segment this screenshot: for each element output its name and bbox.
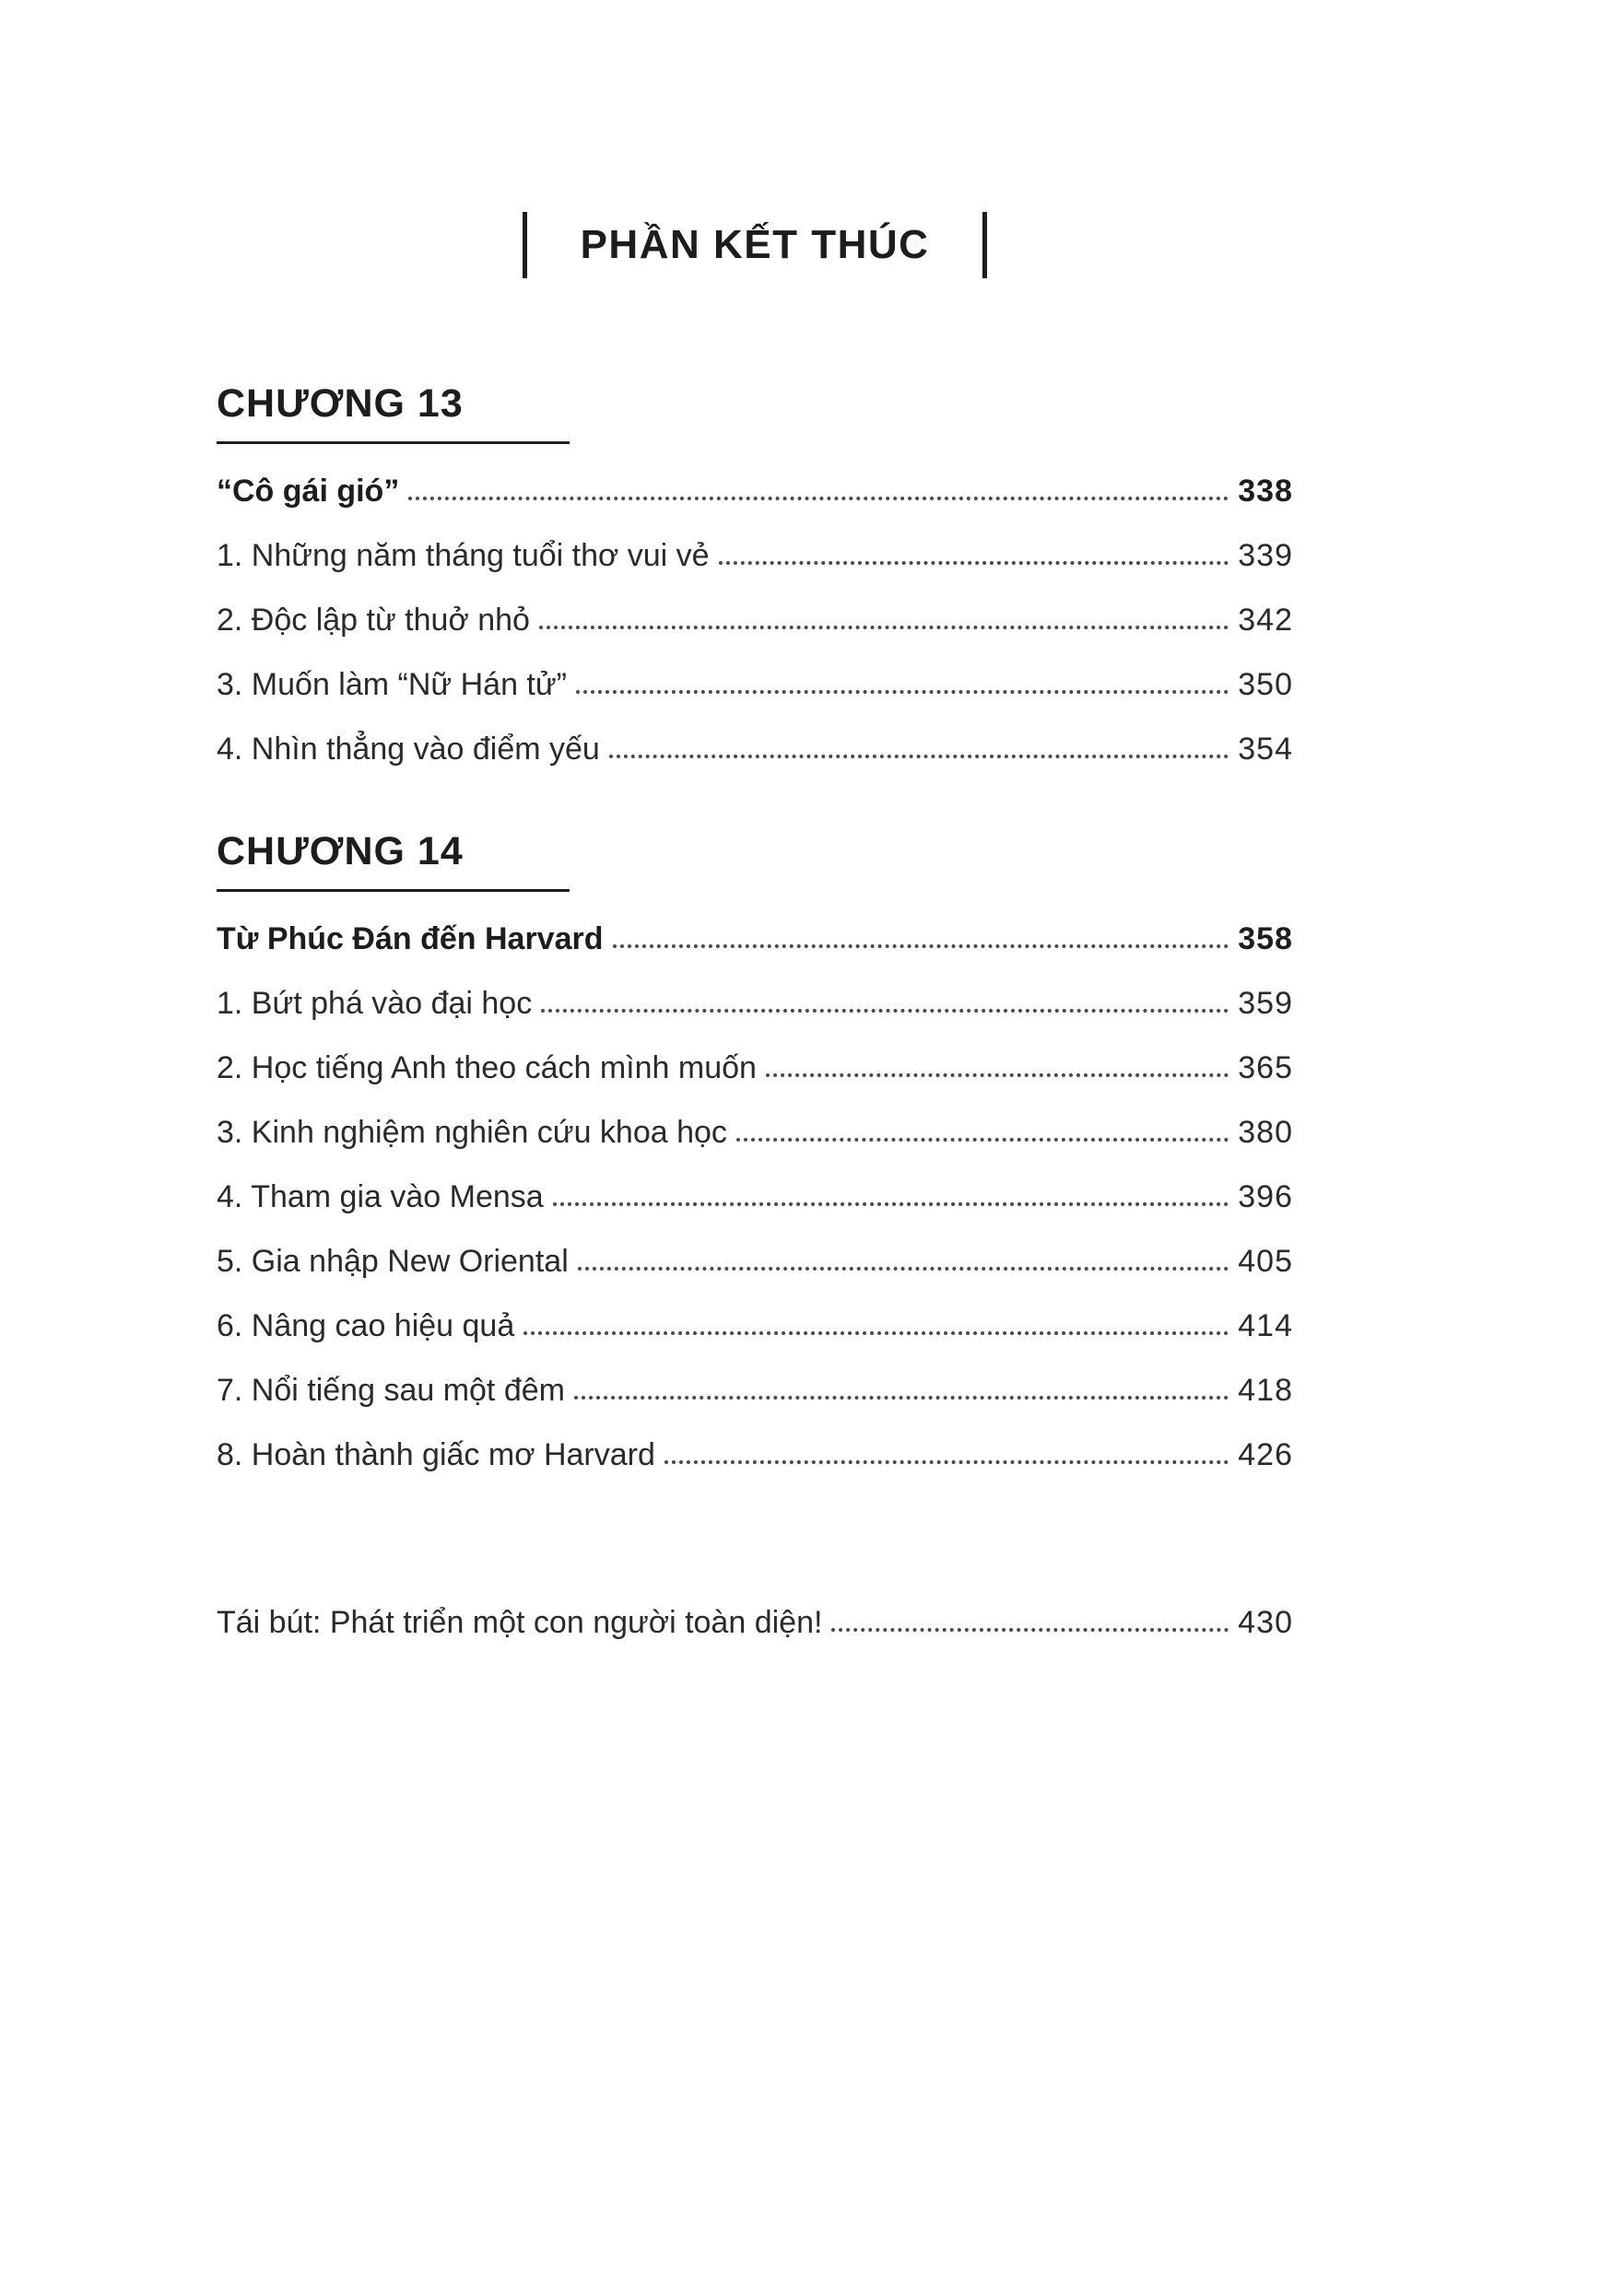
- entry-page: 396: [1238, 1179, 1293, 1214]
- title-divider-left: [523, 212, 527, 278]
- dot-leader: [574, 1396, 1229, 1400]
- entry-page: 338: [1238, 474, 1293, 509]
- entry-label: 8. Hoàn thành giấc mơ Harvard: [217, 1437, 655, 1472]
- dot-leader: [613, 944, 1229, 948]
- entry-page: 414: [1238, 1308, 1293, 1343]
- dot-leader: [576, 690, 1229, 694]
- entry-label: 4. Nhìn thẳng vào điểm yếu: [217, 732, 600, 767]
- dot-leader: [719, 561, 1229, 565]
- entry-label: 3. Muốn làm “Nữ Hán tử”: [217, 667, 567, 702]
- entry-page: 380: [1238, 1115, 1293, 1150]
- entry-page: 430: [1238, 1605, 1293, 1640]
- toc-entry: [217, 717, 1293, 781]
- toc-entry: [217, 1423, 1293, 1487]
- dot-leader: [766, 1073, 1229, 1077]
- chapter-13-section: [217, 381, 1293, 781]
- entry-page: 418: [1238, 1373, 1293, 1408]
- toc-entry: [217, 1229, 1293, 1294]
- dot-leader: [831, 1628, 1229, 1632]
- entry-label: 2. Độc lập từ thuở nhỏ: [217, 603, 530, 638]
- dot-leader: [539, 626, 1229, 629]
- toc-entry: [217, 523, 1293, 588]
- entry-label: Tái bút: Phát triển một con người toàn diện!: [217, 1605, 823, 1640]
- toc-entry-postscript: [217, 1590, 1293, 1655]
- dot-leader: [523, 1331, 1229, 1335]
- entry-page: 339: [1238, 538, 1293, 573]
- dot-leader: [664, 1460, 1229, 1464]
- chapter-13-heading: CHƯƠNG 13: [217, 381, 570, 444]
- entry-label: 1. Bứt phá vào đại học: [217, 986, 533, 1021]
- entry-label: 6. Nâng cao hiệu quả: [217, 1308, 515, 1343]
- dot-leader: [408, 497, 1229, 500]
- dot-leader: [578, 1267, 1229, 1271]
- toc-entry: [217, 652, 1293, 717]
- entry-label: 4. Tham gia vào Mensa: [217, 1179, 544, 1214]
- toc-entry: [217, 1358, 1293, 1423]
- toc-entry: [217, 1294, 1293, 1358]
- title-divider-right: [982, 212, 987, 278]
- entry-label: 3. Kinh nghiệm nghiên cứu khoa học: [217, 1115, 727, 1150]
- toc-entry: [217, 1165, 1293, 1229]
- entry-page: 358: [1238, 921, 1293, 956]
- page-title: PHẦN KẾT THÚC: [580, 222, 930, 267]
- entry-label: 7. Nổi tiếng sau một đêm: [217, 1373, 565, 1408]
- dot-leader: [541, 1009, 1229, 1013]
- entry-page: 350: [1238, 667, 1293, 702]
- chapter-14-heading: CHƯƠNG 14: [217, 829, 570, 892]
- toc-entry: [217, 1100, 1293, 1165]
- dot-leader: [553, 1202, 1229, 1206]
- chapter-14-section: [217, 829, 1293, 1487]
- entry-label: 5. Gia nhập New Oriental: [217, 1244, 569, 1279]
- entry-label: Từ Phúc Đán đến Harvard: [217, 921, 604, 956]
- entry-label: “Cô gái gió”: [217, 474, 400, 509]
- entry-page: 405: [1238, 1244, 1293, 1279]
- entry-page: 359: [1238, 986, 1293, 1021]
- dot-leader: [609, 755, 1229, 758]
- dot-leader: [736, 1138, 1229, 1142]
- entry-page: 354: [1238, 732, 1293, 767]
- toc-entry: [217, 588, 1293, 652]
- entry-label: 2. Học tiếng Anh theo cách mình muốn: [217, 1050, 757, 1085]
- entry-page: 365: [1238, 1050, 1293, 1085]
- toc-entry: [217, 971, 1293, 1036]
- entry-label: 1. Những năm tháng tuổi thơ vui vẻ: [217, 538, 710, 573]
- entry-page: 342: [1238, 603, 1293, 638]
- entry-page: 426: [1238, 1437, 1293, 1472]
- toc-entry-chapter-13-title: [217, 459, 1293, 523]
- section-title-row: [217, 212, 1293, 278]
- toc-entry: [217, 1036, 1293, 1100]
- toc-entry-chapter-14-title: [217, 907, 1293, 971]
